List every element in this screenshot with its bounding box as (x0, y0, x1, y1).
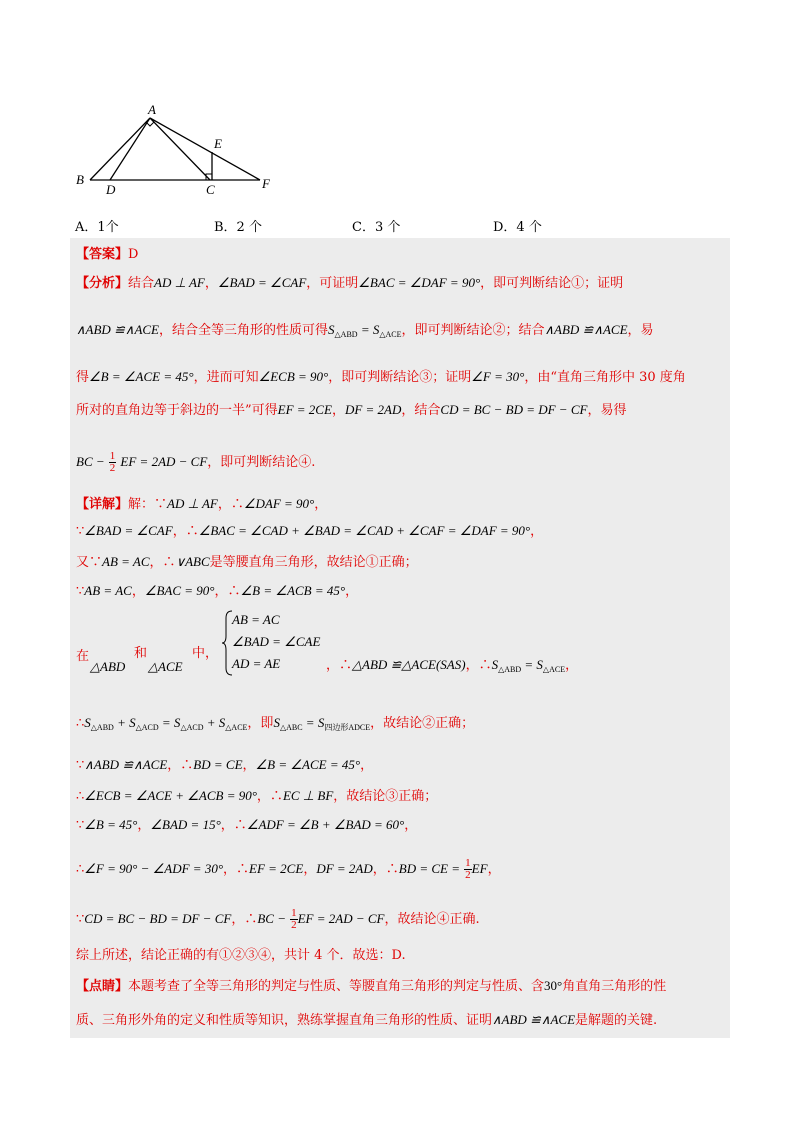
detail-line-5-left: 在 (76, 649, 90, 664)
fraction-half: $\frac{1}{2}$ (465, 857, 471, 881)
label-f: F (262, 176, 270, 191)
option-d: D．4 个 (493, 220, 542, 235)
detail-line-9: ∵∠B = 45°，∠BAD = 15°，∴∠ADF = ∠B + ∠BAD = 60°， (76, 817, 418, 833)
detail-line-11: ∵CD = BC − BD = DF − CF，∴BC − $\frac{1}{2}$ EF = 2AD − CF，故结论④正确. (76, 907, 480, 931)
detail-line-7: ∵∧ABD ≌∧ACE，∴BD = CE，∠B = ∠ACE = 45°， (76, 757, 374, 773)
system-eq-2: ∠BAD = ∠CAE (232, 634, 321, 649)
analysis-line-1: 【分析】结合AD ⊥ AF，∠BAD = ∠CAF，可证明∠BAC = ∠DAF = 90°，即可判断结论①；证明 (76, 275, 624, 291)
detail-line-1: 【详解】解：∵AD ⊥ AF，∴∠DAF = 90°， (76, 496, 328, 512)
option-b: B．2 个 (214, 220, 262, 235)
label-b: B (76, 172, 84, 187)
triangle-diagram (70, 100, 290, 195)
analysis-line-5: BC − $\frac{1}{2}$ EF = 2AD − CF，即可判断结论④. (76, 450, 316, 474)
triangle-figure (70, 100, 290, 195)
answer-value: D (128, 247, 139, 262)
label-c: C (206, 182, 215, 197)
answer-options (75, 216, 715, 238)
detail-line-3: 又∵AB = AC，∴∨ABC是等腰直角三角形，故结论①正确； (76, 554, 418, 570)
comment-line-2: 质、三角形外角的定义和性质等知识，熟练掌握直角三角形的性质、证明∧ABD ≌∧ACE是解题的关键. (76, 1012, 658, 1028)
detail-line-8: ∴∠ECB = ∠ACE + ∠ACB = 90°，∴EC ⊥ BF，故结论③正确； (76, 788, 438, 804)
detail-line-4: ∵AB = AC，∠BAC = 90°，∴∠B = ∠ACB = 45°， (76, 583, 359, 599)
detail-line-2: ∵∠BAD = ∠CAF，∴∠BAC = ∠CAD + ∠BAD = ∠CAD + ∠CAF = ∠DAF = 90°， (76, 523, 544, 539)
system-eq-1: AB = AC (232, 612, 280, 627)
comment-line-1: 【点睛】本题考查了全等三角形的判定与性质、等腰直角三角形的判定与性质、含30°角直角三角形的性 (76, 978, 667, 994)
analysis-line-2: ∧ABD ≌∧ACE，结合全等三角形的性质可得$S_{\triangle ABD} = S_{\triangle ACE}$，即可判断结论②；结合∧ABD ≌∧ACE，易 (76, 322, 654, 339)
label-e: E (214, 136, 222, 151)
answer-line: 【答案】D (76, 247, 139, 262)
detail-line-6: $\therefore S_{\triangle ABD} + S_{\triangle ACD} = S_{\triangle ACD} + S_{\triangle ACE}$，即$S_{\triangle ABC} = S_{四边形ADCE}$，故结论②正确； (76, 715, 475, 732)
fraction-half: $\frac{1}{2}$ (109, 450, 116, 474)
option-a: A．1个 (75, 220, 119, 235)
label-d: D (106, 182, 116, 197)
detail-line-10: ∴∠F = 90° − ∠ADF = 30°，∴EF = 2CE，DF = 2AD，∴BD = CE = $\frac{1}{2}$ EF， (76, 857, 501, 881)
analysis-line-4: 所对的直角边等于斜边的一半”可得EF = 2CE，DF = 2AD，结合CD = BC − BD = DF − CF，易得 (76, 402, 627, 418)
fraction-half: $\frac{1}{2}$ (291, 907, 297, 931)
system-eq-3: AD = AE (232, 656, 281, 671)
analysis-line-3: 得∠B = ∠ACE = 45°，进而可知∠ECB = 90°，即可判断结论③；证明∠F = 30°，由“直角三角形中 30 度角 (76, 369, 686, 385)
detail-line-5-right: ，∴△ABD ≌△ACE(SAS)，$\therefore S_{\triangle ABD} = S_{\triangle ACE}$， (326, 657, 579, 674)
option-c: C．3 个 (352, 220, 401, 235)
detail-conclusion: 综上所述，结论正确的有①②③④，共计 4 个．故选：D. (76, 948, 406, 963)
label-a: A (148, 102, 156, 117)
